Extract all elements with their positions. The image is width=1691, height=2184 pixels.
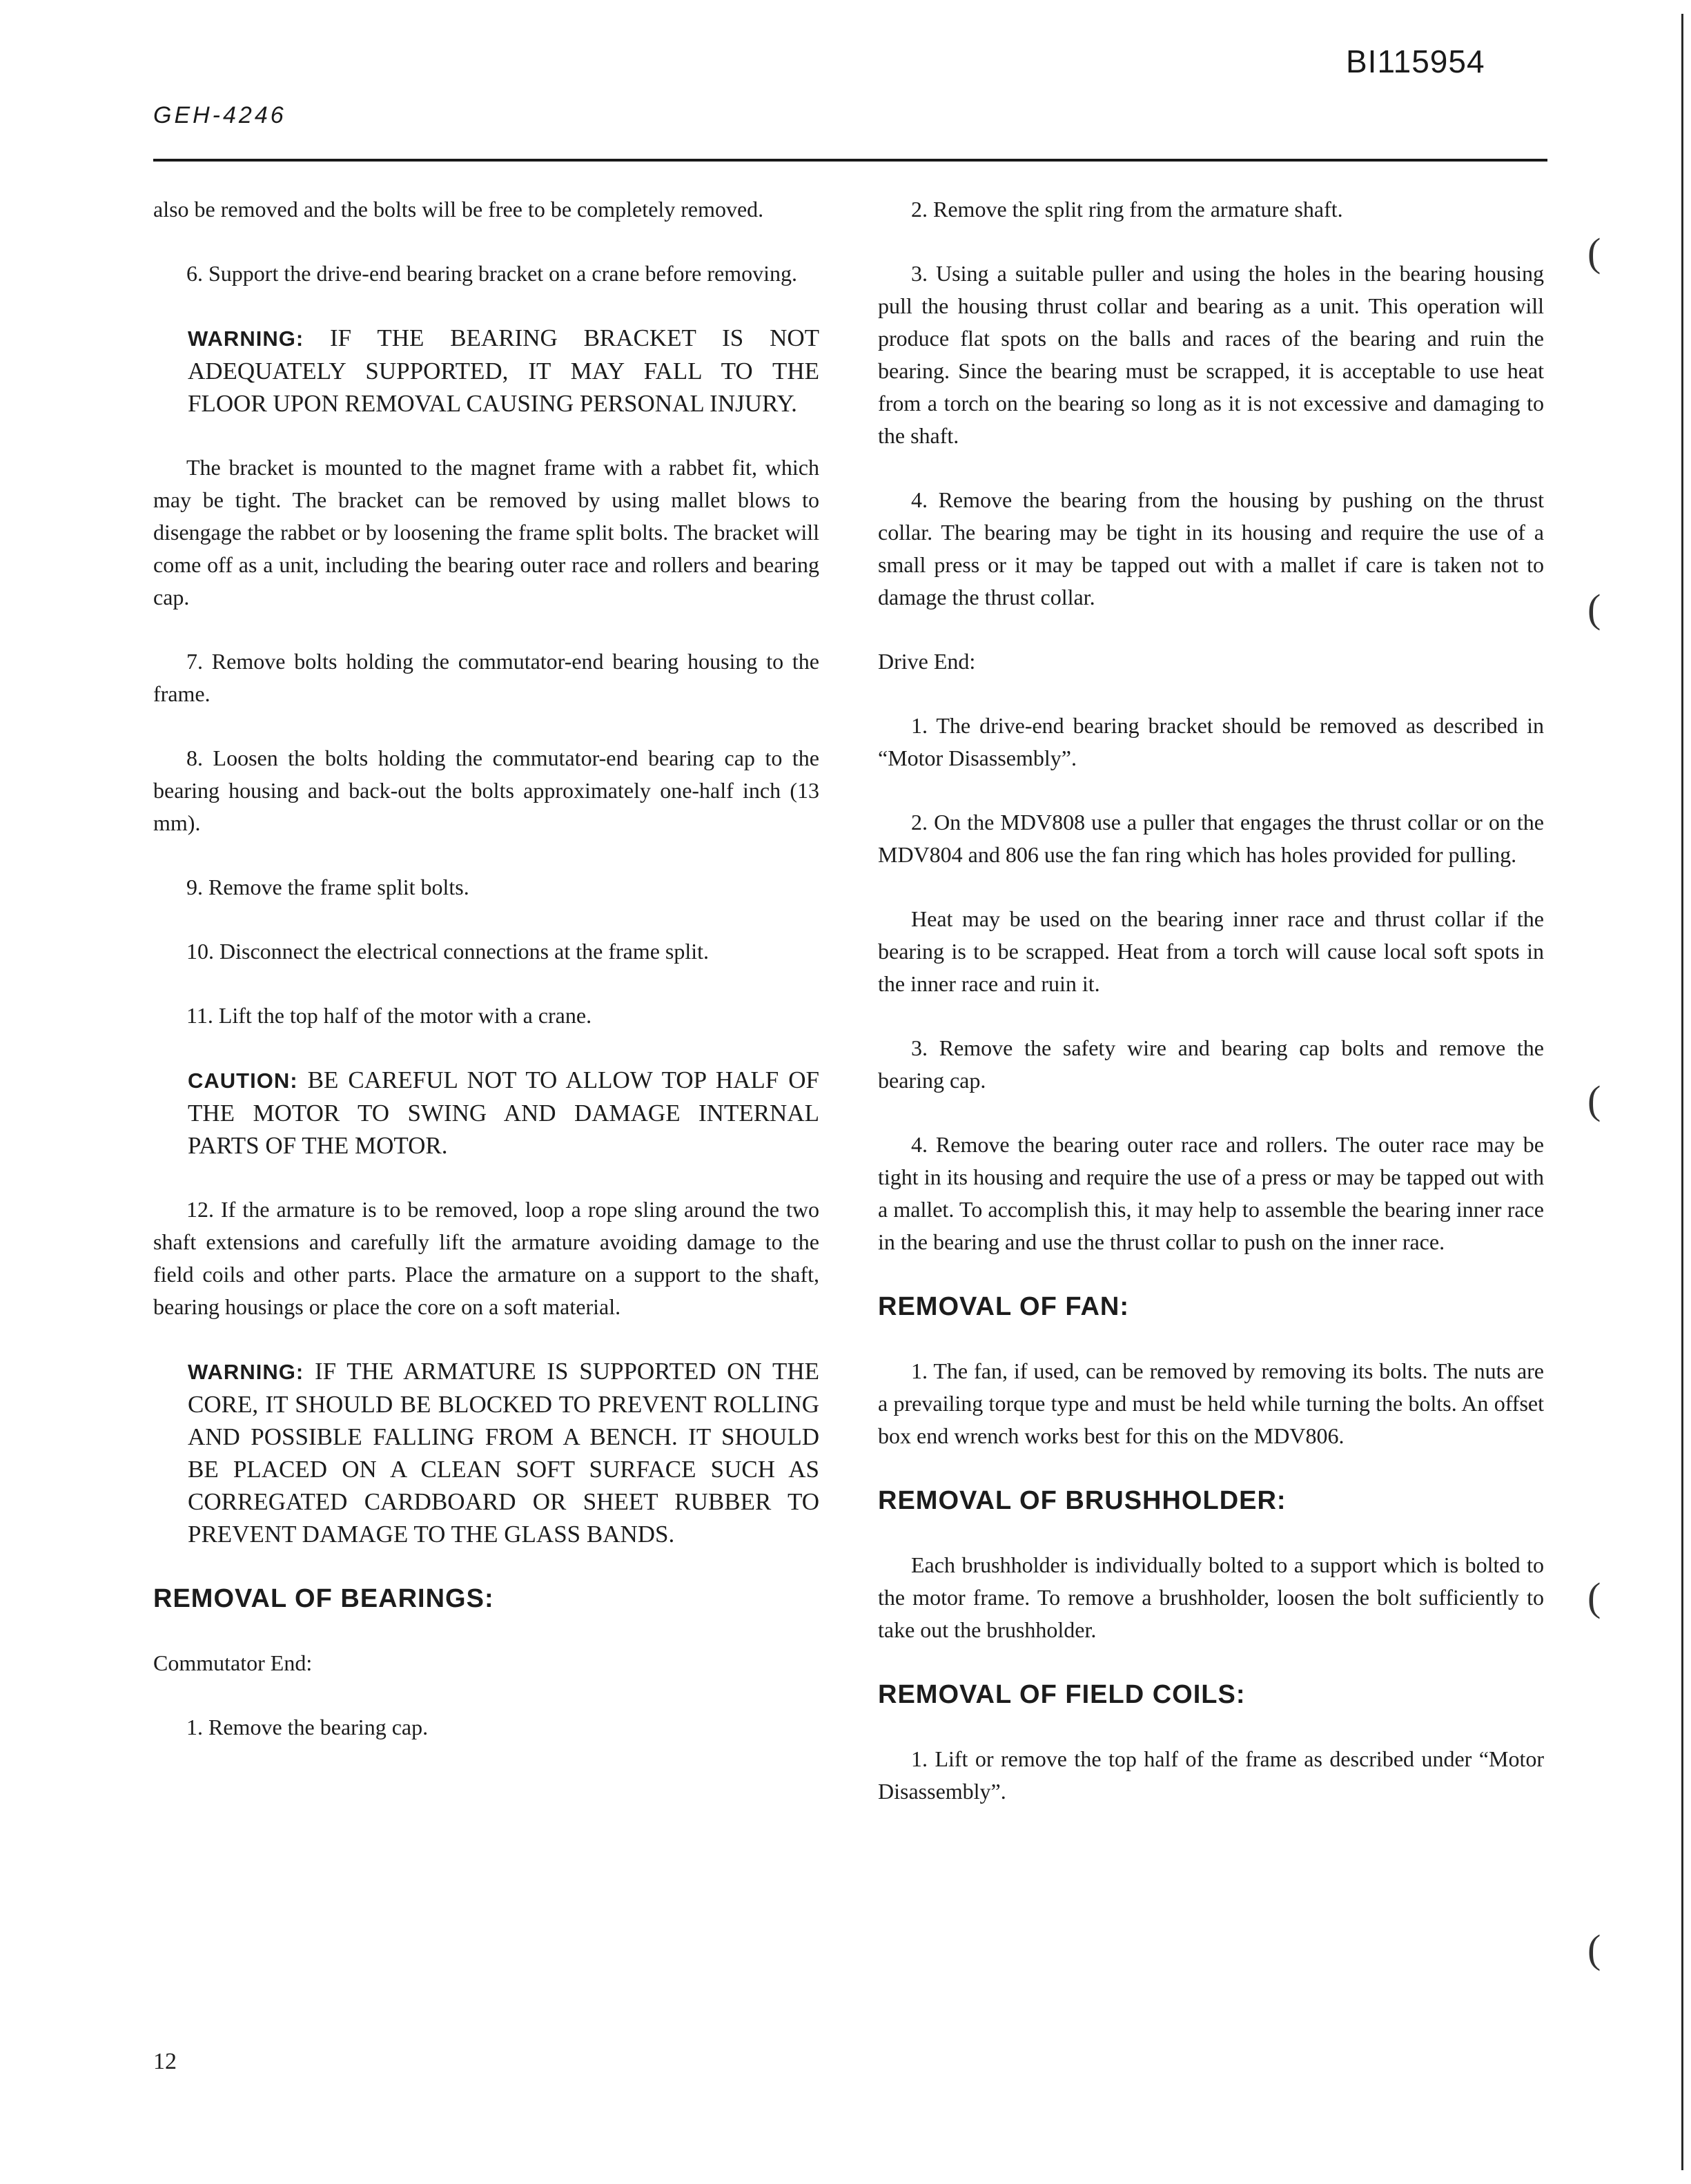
margin-mark: (: [1587, 1574, 1601, 1619]
left-column: [153, 193, 819, 1775]
step-paragraph: 9. Remove the frame split bolts.: [186, 875, 469, 899]
caution-label: CAUTION:: [188, 1069, 298, 1093]
step-paragraph: 11. Lift the top half of the motor with a crane.: [186, 1003, 592, 1028]
warning-notice: [188, 1355, 819, 1550]
margin-mark: (: [1587, 1078, 1601, 1122]
paragraph: Heat may be used on the bearing inner race and thrust collar if the bearing is to be scrapped. Heat from a torch will cause local soft spots in the inner race and ruin it.: [878, 906, 1544, 996]
document-id: BI115954: [1346, 43, 1485, 79]
header-rule: [153, 159, 1547, 162]
section-heading-bearings: REMOVAL OF BEARINGS:: [153, 1584, 494, 1613]
warning-notice: [188, 322, 819, 420]
publication-number: GEH-4246: [153, 102, 286, 128]
step-paragraph: 12. If the armature is to be removed, loop a rope sling around the two shaft extensions and carefully lift the armature avoiding damage to the field coils and other parts. Place the armature on a support to the shaft, bearing housings or place the core on a soft material.: [153, 1197, 819, 1319]
warning-text: IF THE ARMATURE IS SUPPORTED ON THE CORE, IT SHOULD BE BLOCKED TO PREVENT ROLLING AND POSSIBLE FALLING FROM A BENCH. IT SHOULD BE PLACED ON A CLEAN SOFT SURFACE SUCH AS CORREGATED CARDBOARD OR SHEET RUBBER TO PREVENT DAMAGE TO THE GLASS BANDS.: [188, 1358, 819, 1548]
step-paragraph: 10. Disconnect the electrical connections at the frame split.: [186, 939, 710, 964]
step-paragraph: 1. Remove the bearing cap.: [186, 1715, 429, 1739]
margin-mark: (: [1587, 230, 1601, 275]
step-paragraph: 6. Support the drive-end bearing bracket on a crane before removing.: [186, 261, 797, 286]
step-paragraph: 3. Remove the safety wire and bearing cap bolts and remove the bearing cap.: [878, 1035, 1544, 1093]
paragraph: Each brushholder is individually bolted to a support which is bolted to the motor frame. To remove a brushholder, loosen the bolt sufficiently to take out the brushholder.: [878, 1552, 1544, 1642]
step-paragraph: 1. The fan, if used, can be removed by removing its bolts. The nuts are a prevailing torque type and must be held while turning the bolts. An offset box end wrench works best for this on the MDV806.: [878, 1358, 1544, 1448]
caution-notice: [188, 1064, 819, 1162]
step-paragraph: 8. Loosen the bolts holding the commutator-end bearing cap to the bearing housing and back-out the bolts approximately one-half inch (13 mm).: [153, 745, 819, 835]
step-paragraph: 2. On the MDV808 use a puller that engages the thrust collar or on the MDV804 and 806 use the fan ring which has holes provided for pulling.: [878, 810, 1544, 867]
subsection-label-commutator-end: Commutator End:: [153, 1650, 313, 1675]
right-column: [878, 193, 1544, 1840]
section-heading-fan: REMOVAL OF FAN:: [878, 1292, 1130, 1321]
step-paragraph: 3. Using a suitable puller and using the holes in the bearing housing pull the housing thrust collar and bearing as a unit. This operation will produce flat spots on the balls and races of the bearing and ruin the bearing. Since the bearing must be scrapped, it is acceptable to use heat from a torch on the bearing so long as it is not excessive and damaging to the shaft.: [878, 261, 1544, 448]
margin-mark: (: [1587, 586, 1601, 631]
page-edge-line: [1681, 14, 1683, 2170]
section-heading-field-coils: REMOVAL OF FIELD COILS:: [878, 1680, 1246, 1709]
step-paragraph: 2. Remove the split ring from the armature shaft.: [911, 197, 1343, 222]
step-paragraph: 4. Remove the bearing outer race and rollers. The outer race may be tight in its housing and require the use of a press or may be tapped out with a mallet. To accomplish this, it may help to assemble the bearing inner race in the bearing and use the thrust collar to push on the inner race.: [878, 1132, 1544, 1254]
paragraph: also be removed and the bolts will be free to be completely removed.: [153, 197, 764, 222]
subsection-label-drive-end: Drive End:: [878, 649, 976, 674]
step-paragraph: 1. The drive-end bearing bracket should be removed as described in “Motor Disassembly”.: [878, 713, 1544, 770]
warning-label: WARNING:: [188, 326, 304, 351]
margin-mark: (: [1587, 1927, 1601, 1971]
step-paragraph: 1. Lift or remove the top half of the frame as described under “Motor Disassembly”.: [878, 1746, 1544, 1804]
paragraph: The bracket is mounted to the magnet frame with a rabbet fit, which may be tight. The bracket can be removed by using mallet blows to disengage the rabbet or by loosening the frame split bolts. The bracket will come off as a unit, including the bearing outer race and rollers and bearing cap.: [153, 455, 819, 610]
warning-label: WARNING:: [188, 1360, 304, 1384]
section-heading-brushholder: REMOVAL OF BRUSHHOLDER:: [878, 1486, 1287, 1515]
page-number: 12: [153, 2049, 177, 2074]
caution-text: BE CAREFUL NOT TO ALLOW TOP HALF OF THE MOTOR TO SWING AND DAMAGE INTERNAL PARTS OF THE MOTOR.: [188, 1066, 820, 1159]
step-paragraph: 4. Remove the bearing from the housing by pushing on the thrust collar. The bearing may be tight in its housing and require the use of a small press or it may be tapped out with a mallet if care is taken not to damage the thrust collar.: [878, 487, 1544, 610]
step-paragraph: 7. Remove bolts holding the commutator-end bearing housing to the frame.: [153, 649, 819, 706]
warning-text: IF THE BEARING BRACKET IS NOT ADEQUATELY SUPPORTED, IT MAY FALL TO THE FLOOR UPON REMOVAL CAUSING PERSONAL INJURY.: [188, 324, 820, 417]
